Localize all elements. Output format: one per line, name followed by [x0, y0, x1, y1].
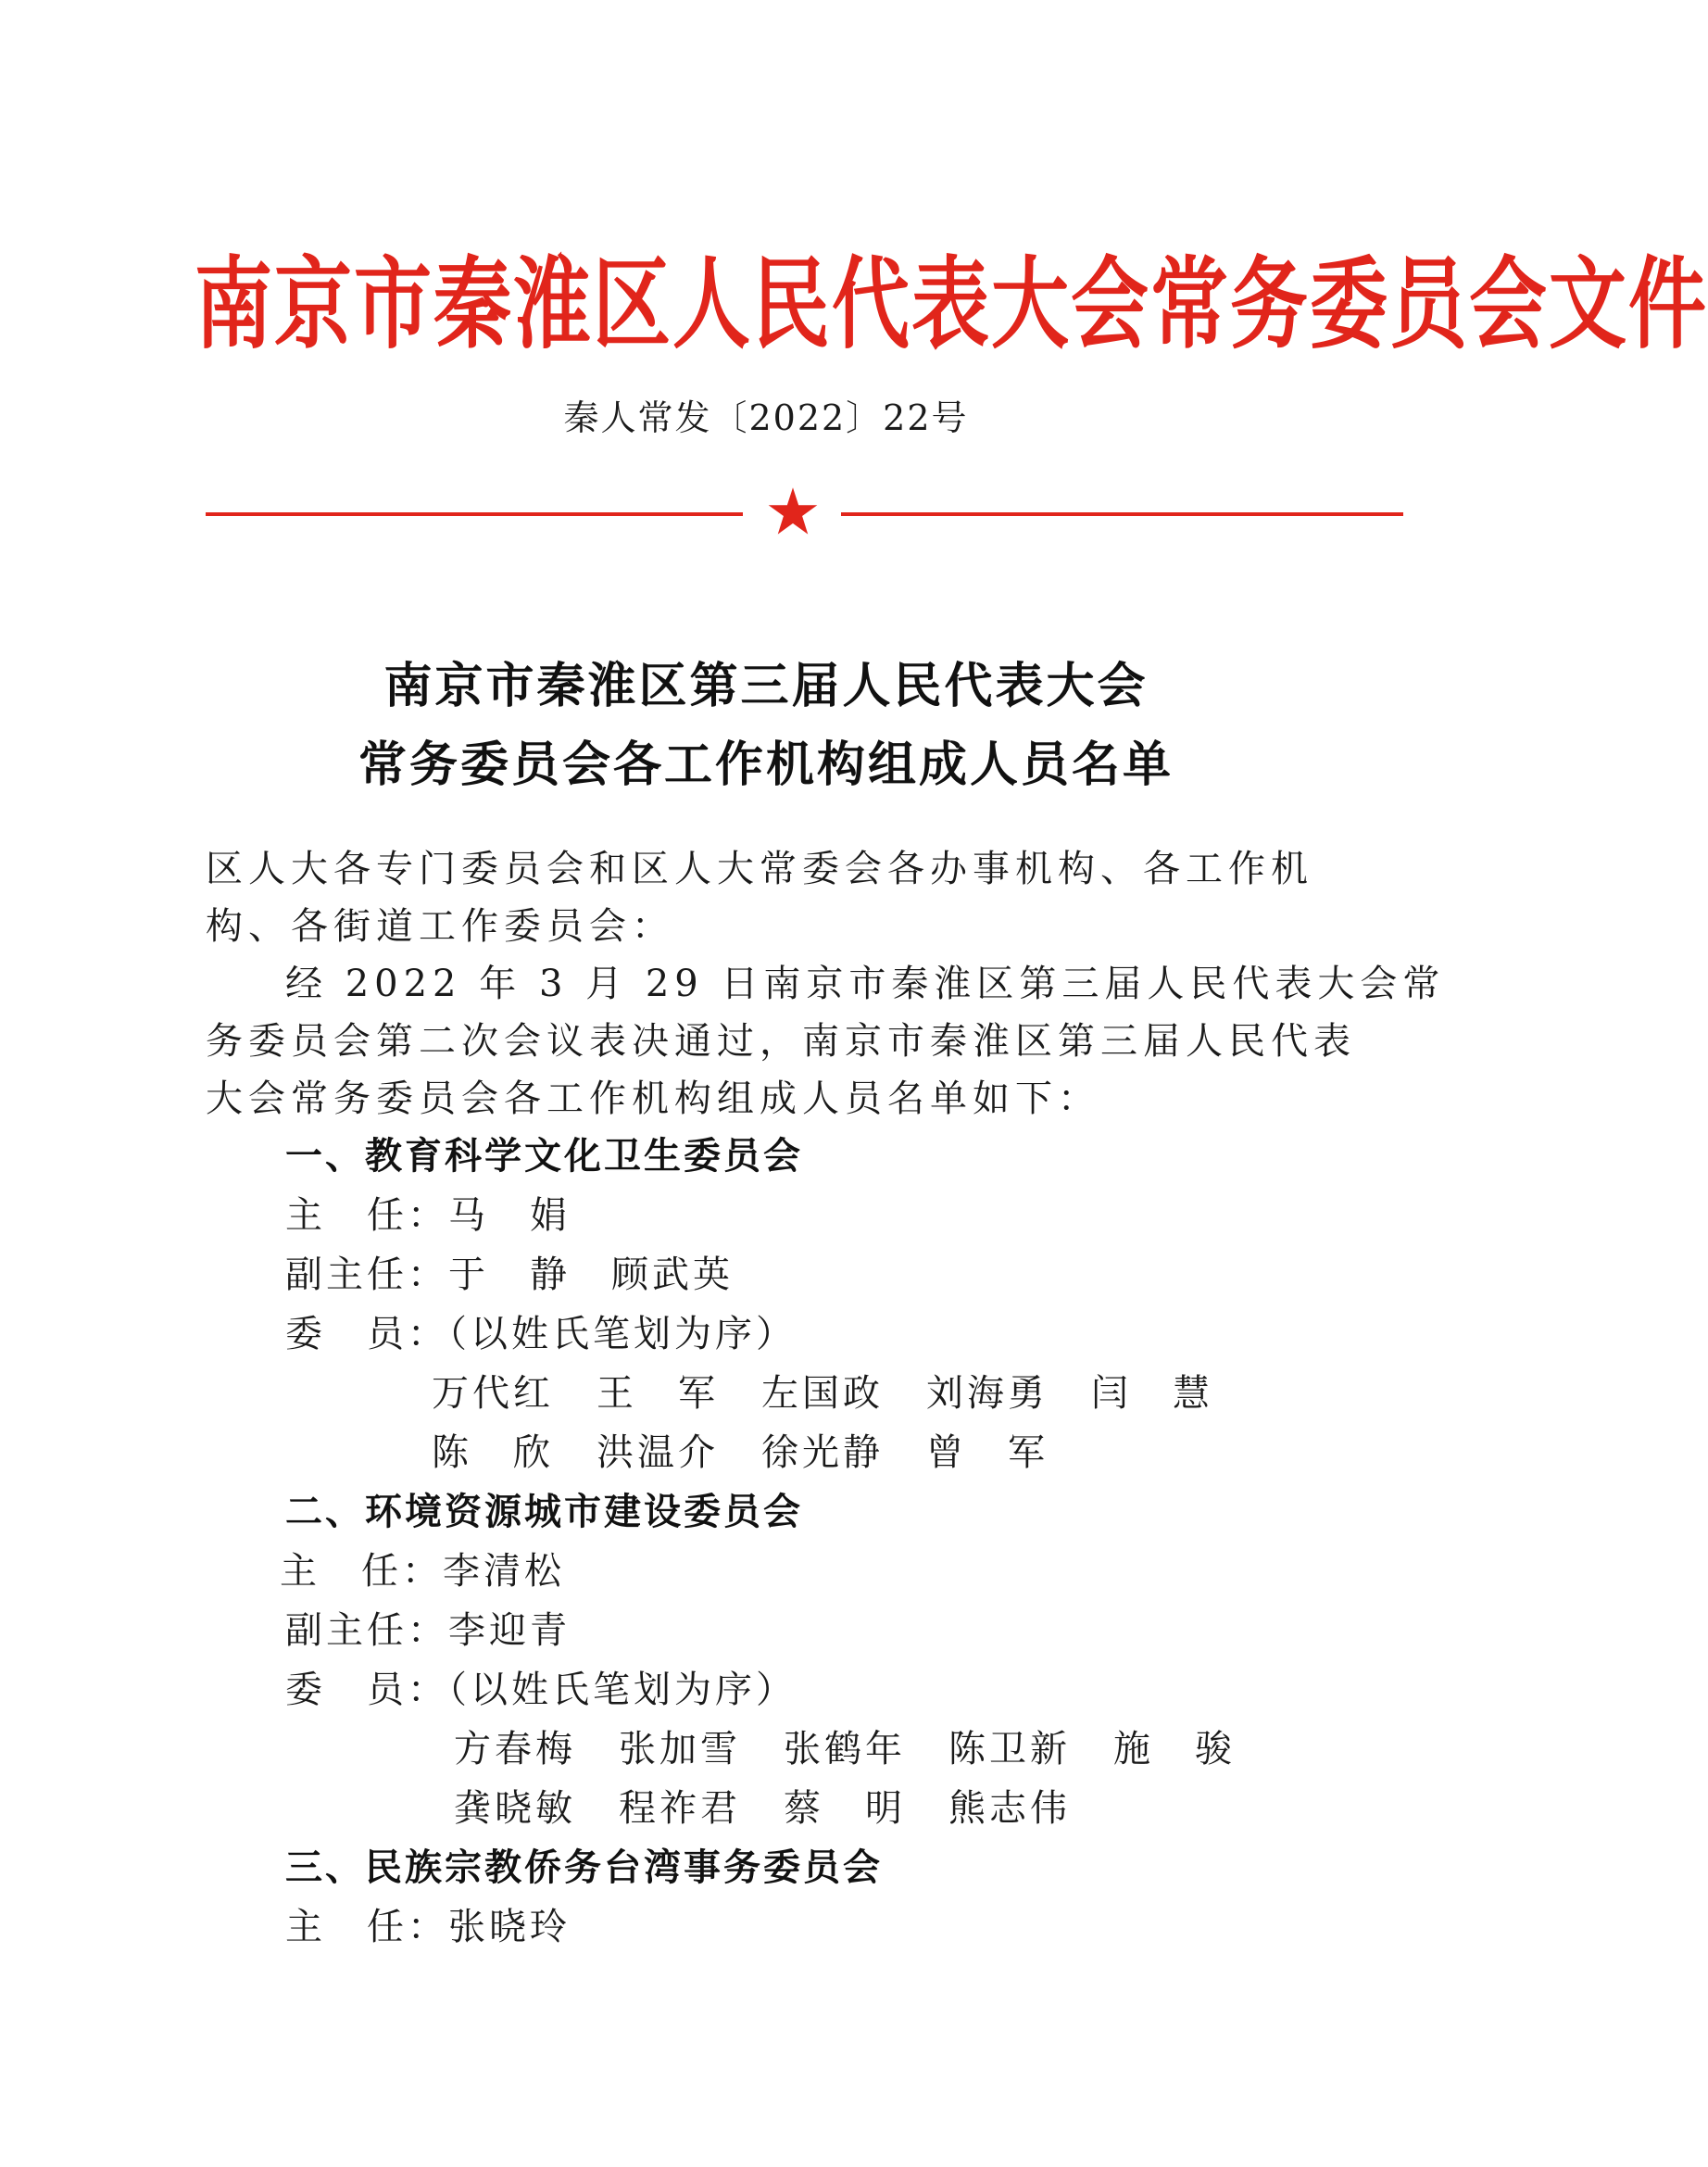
- members-label: 委 员：（以姓氏笔划为序）: [285, 1669, 797, 1711]
- deputy-director-line: 副主任：于 静 顾武英: [285, 1254, 734, 1296]
- members-row: [432, 1366, 1256, 1421]
- member-name: 陈 欣: [432, 1431, 554, 1474]
- member-name: 洪温介: [597, 1431, 719, 1474]
- red-divider-left: [206, 512, 743, 516]
- red-star-icon: [767, 485, 819, 537]
- deputy-director-line: 副主任：李迎青: [285, 1609, 571, 1652]
- member-name: 万代红: [432, 1372, 554, 1415]
- member-name: 闫 慧: [1091, 1372, 1213, 1415]
- section-heading: 三、民族宗教侨务台湾事务委员会: [285, 1846, 883, 1889]
- member-name: 方春梅: [454, 1728, 576, 1770]
- red-divider-right: [841, 512, 1403, 516]
- member-name: 刘海勇: [926, 1372, 1049, 1415]
- paragraph-line-2: 务委员会第二次会议表决通过，南京市秦淮区第三届人民代表: [206, 1020, 1356, 1063]
- director-line: 主 任：张晓玲: [285, 1906, 571, 1948]
- member-name: 蔡 明: [784, 1787, 906, 1830]
- director-line: 主 任：马 娟: [285, 1194, 571, 1237]
- member-name: 龚晓敏: [454, 1787, 576, 1830]
- paragraph-line-3: 大会常务委员会各工作机构组成人员名单如下：: [206, 1077, 1100, 1120]
- salutation-line-1: 区人大各专门委员会和区人大常委会各办事机构、各工作机: [206, 848, 1313, 890]
- member-name: 徐光静: [761, 1431, 884, 1474]
- members-row: [454, 1781, 1113, 1836]
- section-heading: 二、环境资源城市建设委员会: [285, 1490, 803, 1533]
- members-row: [432, 1425, 1091, 1480]
- member-name: 程祚君: [619, 1787, 741, 1830]
- section-heading: 一、教育科学文化卫生委员会: [285, 1134, 803, 1178]
- members-label: 委 员：（以姓氏笔划为序）: [285, 1313, 797, 1355]
- members-row: [454, 1721, 1278, 1777]
- member-name: 左国政: [761, 1372, 884, 1415]
- director-line: 主 任：李清松: [280, 1550, 565, 1593]
- salutation-line-2: 构、各街道工作委员会：: [206, 905, 674, 948]
- member-name: 陈卫新: [948, 1728, 1071, 1770]
- document-title-line-1: 南京市秦淮区第三届人民代表大会: [383, 658, 1149, 714]
- paragraph-line-1: 经 2022 年 3 月 29 日南京市秦淮区第三届人民代表大会常: [285, 963, 1446, 1005]
- member-name: 熊志伟: [948, 1787, 1071, 1830]
- masthead-title: 南京市秦淮区人民代表大会常务委员会文件: [195, 245, 1708, 363]
- member-name: 王 军: [597, 1372, 719, 1415]
- member-name: 施 骏: [1113, 1728, 1236, 1770]
- member-name: 曾 军: [926, 1431, 1049, 1474]
- member-name: 张鹤年: [784, 1728, 906, 1770]
- member-name: 张加雪: [619, 1728, 741, 1770]
- document-title-line-2: 常务委员会各工作机构组成人员名单: [358, 737, 1174, 793]
- document-number: 秦人常发〔2022〕22号: [563, 397, 969, 438]
